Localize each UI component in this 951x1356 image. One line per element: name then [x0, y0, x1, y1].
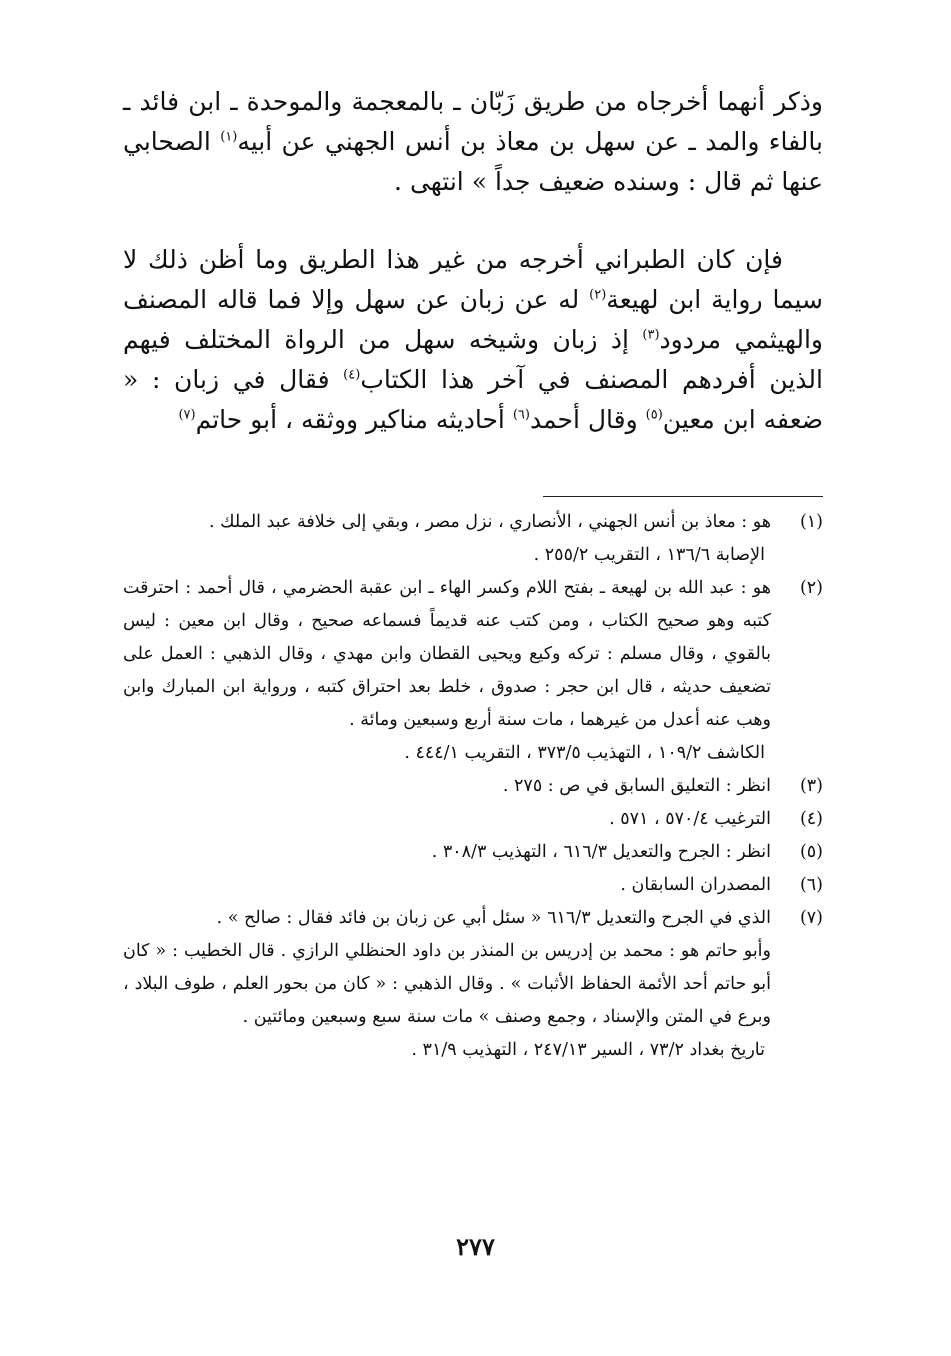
- footnote-number: (٦): [799, 875, 823, 895]
- footnote-number: (٤): [799, 809, 823, 829]
- text-segment: فقال في زبان : « ضعفه ابن معين: [123, 365, 823, 434]
- footnote-3: [123, 770, 823, 803]
- footnote-text: هو : عبد الله بن لهيعة ـ بفتح اللام وكسر الهاء ـ ابن عقبة الحضرمي ، قال أحمد : احترقت كتبه وهو صحيح الكتاب ، ومن كتب عنه قديماً فسماعه صحيح ، وقال ابن معين : ليس بالقوي ، وقال مسلم : تركه وكيع ويحيى القطان وابن مهدي ، وقال الذهبي : العمل على تضعيف حديثه ، قال ابن حجر : صدوق ، خلط بعد احتراق كتبه ، ورواية ابن المبارك وابن وهب عنه أعدل من غيرهما ، مات سنة أربع وسبعين ومائة .: [123, 578, 771, 730]
- page-number: ٢٧٧: [456, 1232, 495, 1261]
- text-segment: له عن زبان عن سهل وإلا فما قاله المصنف والهيثمي مردود: [123, 285, 823, 354]
- footnote-source: الإصابة ١٣٦/٦ ، التقريب ٢٥٥/٢ .: [533, 545, 765, 565]
- footnote-2: [123, 572, 823, 770]
- footnote-ref-5: (٥): [645, 407, 663, 423]
- main-text: [123, 82, 823, 440]
- text-segment: إذ زبان وشيخه سهل من الرواة المختلف فيهم الذين أفردهم المصنف في آخر هذا الكتاب: [123, 325, 823, 394]
- footnote-source: الكاشف ١٠٩/٢ ، التهذيب ٣٧٣/٥ ، التقريب ٤٤٤/١ .: [404, 743, 765, 763]
- footnote-1: [123, 506, 823, 572]
- footnote-7: [123, 902, 823, 1067]
- footnote-source: تاريخ بغداد ٧٣/٢ ، السير ٢٤٧/١٣ ، التهذيب ٣١/٩ .: [411, 1040, 765, 1060]
- footnote-extra-text: وأبو حاتم هو : محمد بن إدريس بن المنذر بن داود الحنظلي الرازي . قال الخطيب : « كان أبو حاتم أحد الأئمة الحفاظ الأثبات » . وقال الذهبي : « كان من بحور العلم ، طوف البلاد ، وبرع في المتن والإسناد ، وجمع وصنف » مات سنة سبع وسبعين ومائتين .: [123, 941, 771, 1027]
- footnote-text: الذي في الجرح والتعديل ٦١٦/٣ « سئل أبي عن زبان بن فائد فقال : صالح » .: [216, 908, 771, 928]
- footnote-ref-1: (١): [220, 129, 238, 145]
- footnote-6: [123, 869, 823, 902]
- footnote-5: [123, 836, 823, 869]
- footnote-number: (٢): [799, 578, 823, 598]
- footnote-text: الترغيب ٥٧٠/٤ ، ٥٧١ .: [609, 809, 771, 829]
- footnote-divider: [543, 496, 823, 497]
- paragraph-1: [123, 82, 823, 202]
- footnotes: [123, 506, 823, 1067]
- text-segment: أحاديثه مناكير ووثقه ، أبو حاتم: [195, 405, 513, 434]
- footnote-ref-2: (٢): [589, 287, 607, 303]
- footnote-text: انظر : الجرح والتعديل ٦١٦/٣ ، التهذيب ٣٠٨/٣ .: [431, 842, 771, 862]
- footnote-number: (٥): [799, 842, 823, 862]
- footnote-4: [123, 803, 823, 836]
- footnote-ref-3: (٣): [642, 327, 660, 343]
- footnote-number: (٧): [799, 908, 823, 928]
- footnote-text: هو : معاذ بن أنس الجهني ، الأنصاري ، نزل مصر ، وبقي إلى خلافة عبد الملك .: [209, 512, 771, 532]
- footnote-text: انظر : التعليق السابق في ص : ٢٧٥ .: [502, 776, 771, 796]
- footnote-ref-4: (٤): [343, 367, 361, 383]
- footnote-number: (١): [799, 512, 823, 532]
- text-segment: فإن كان الطبراني أخرجه من غير هذا الطريق وما أظن ذلك لا سيما رواية ابن لهيعة: [123, 245, 823, 314]
- text-segment: وقال أحمد: [529, 405, 646, 434]
- text-segment: الصحابي عنها ثم قال : وسنده ضعيف جداً » انتهى .: [123, 127, 823, 196]
- footnote-number: (٣): [799, 776, 823, 796]
- footnote-text: المصدران السابقان .: [620, 875, 771, 895]
- footnote-ref-6: (٦): [512, 407, 530, 423]
- text-segment: وذكر أنهما أخرجاه من طريق زَبّان ـ بالمعجمة والموحدة ـ ابن فائد ـ بالفاء والمد ـ عن سهل بن معاذ بن أنس الجهني عن أبيه: [123, 87, 823, 156]
- footnote-ref-7: (٧): [178, 407, 196, 423]
- paragraph-2: [123, 240, 823, 440]
